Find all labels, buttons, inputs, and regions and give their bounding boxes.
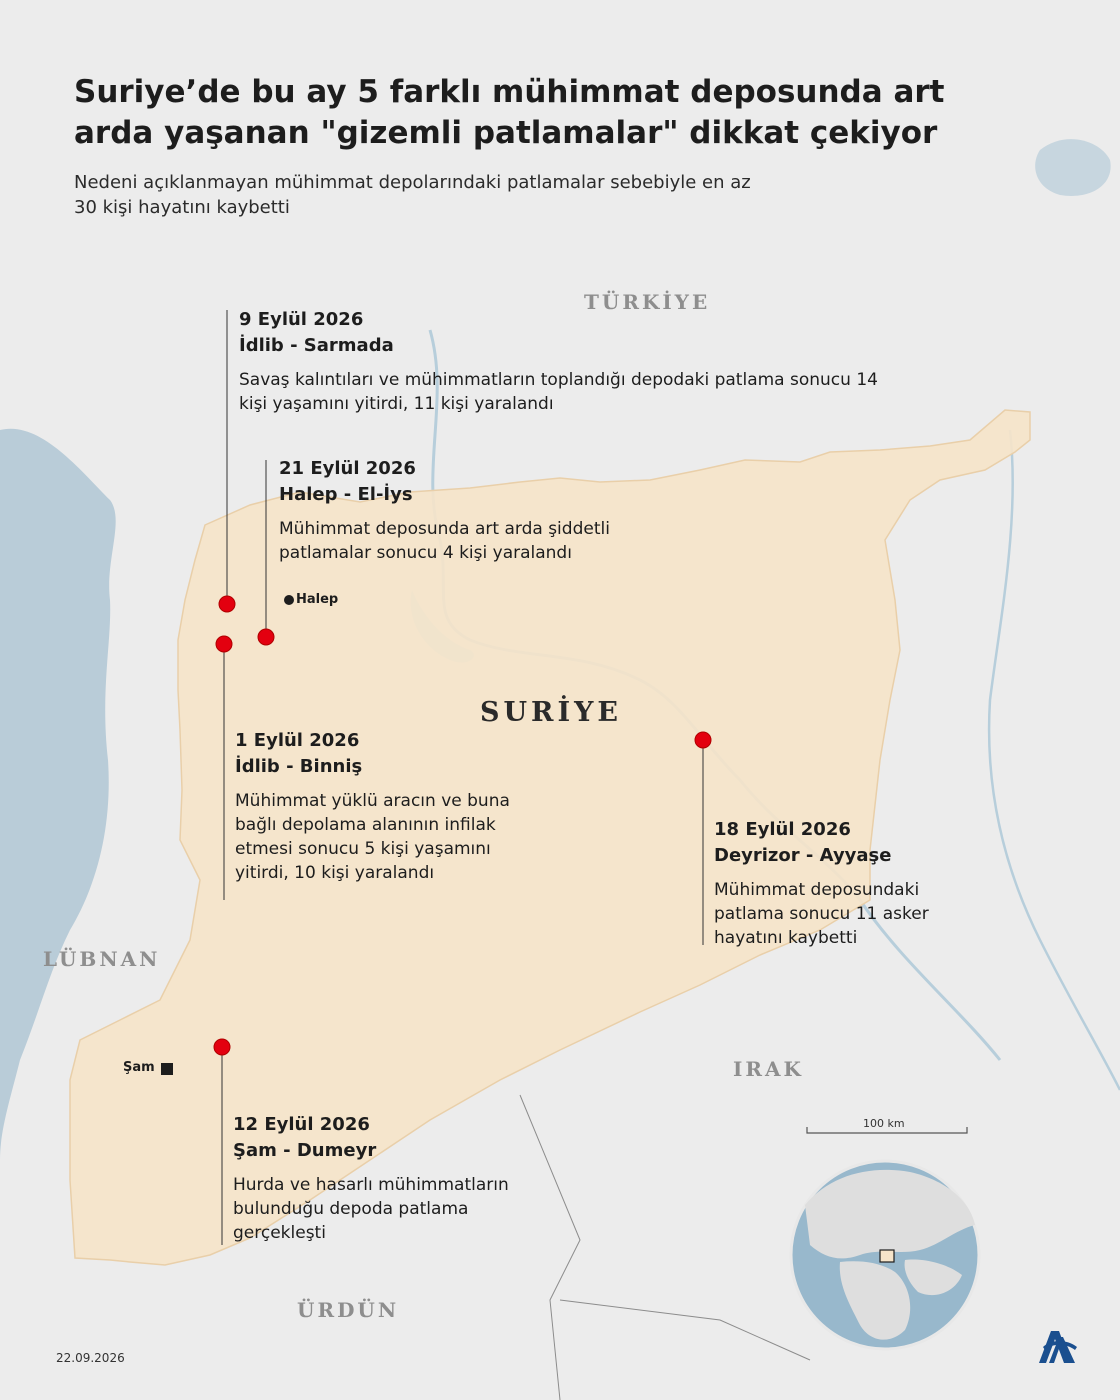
- marker-binnis[interactable]: [216, 636, 232, 652]
- page-title: Suriye’de bu ay 5 farklı mühimmat deposunda art arda yaşanan "gizemli patlamalar" dikkat çekiyor: [74, 74, 945, 151]
- event-description: Mühimmat deposunda art arda şiddetli patlamalar sonucu 4 kişi yaralandı: [279, 519, 610, 563]
- city-label-damascus: Şam: [123, 1060, 155, 1075]
- marker-sarmada[interactable]: [219, 596, 235, 612]
- marker-ayyase[interactable]: [695, 732, 711, 748]
- publish-date: 22.09.2026: [56, 1351, 125, 1365]
- aleppo-dot-icon: [284, 595, 294, 605]
- scale-label: 100 km: [863, 1117, 905, 1130]
- event-date: 9 Eylül 2026: [239, 309, 364, 330]
- country-label-turkey: TÜRKİYE: [584, 290, 711, 314]
- event-place: İdlib - Binniş: [235, 756, 363, 777]
- event-sarmada: [239, 307, 879, 416]
- marker-dumeyr[interactable]: [214, 1039, 230, 1055]
- event-description: Mühimmat yüklü aracın ve buna bağlı depolama alanının infilak etmesi sonucu 5 kişi yaşamını yitirdi, 10 kişi yaralandı: [235, 791, 510, 883]
- country-label-jordan: ÜRDÜN: [297, 1298, 400, 1322]
- event-el-iys: [279, 456, 679, 565]
- country-label-iraq: IRAK: [733, 1057, 804, 1081]
- city-label-aleppo: Halep: [296, 592, 339, 607]
- country-label-lebanon: LÜBNAN: [43, 947, 161, 971]
- aa-agency-logo[interactable]: [1037, 1325, 1081, 1365]
- marker-el-iys[interactable]: [258, 629, 274, 645]
- event-date: 1 Eylül 2026: [235, 730, 360, 751]
- event-place: İdlib - Sarmada: [239, 335, 394, 356]
- event-place: Şam - Dumeyr: [233, 1140, 377, 1161]
- event-date: 21 Eylül 2026: [279, 458, 416, 479]
- damascus-square-icon: [161, 1063, 173, 1075]
- event-binnis: [235, 728, 535, 885]
- event-dumeyr: [233, 1112, 553, 1245]
- event-place: Halep - El-İys: [279, 484, 413, 505]
- event-place: Deyrizor - Ayyaşe: [714, 845, 892, 866]
- country-label-syria: SURİYE: [480, 697, 622, 728]
- event-description: Mühimmat deposundaki patlama sonucu 11 asker hayatını kaybetti: [714, 880, 929, 948]
- page-subtitle: Nedeni açıklanmayan mühimmat depolarındaki patlamalar sebebiyle en az 30 kişi hayatını kaybetti: [74, 172, 751, 218]
- event-description: Hurda ve hasarlı mühimmatların bulunduğu depoda patlama gerçekleşti: [233, 1175, 509, 1243]
- locator-globe-icon: [791, 1161, 979, 1349]
- event-description: Savaş kalıntıları ve mühimmatların toplandığı depodaki patlama sonucu 14 kişi yaşamını yitirdi, 11 kişi yaralandı: [239, 370, 878, 414]
- event-date: 18 Eylül 2026: [714, 819, 851, 840]
- event-date: 12 Eylül 2026: [233, 1114, 370, 1135]
- event-ayyase: [714, 817, 964, 950]
